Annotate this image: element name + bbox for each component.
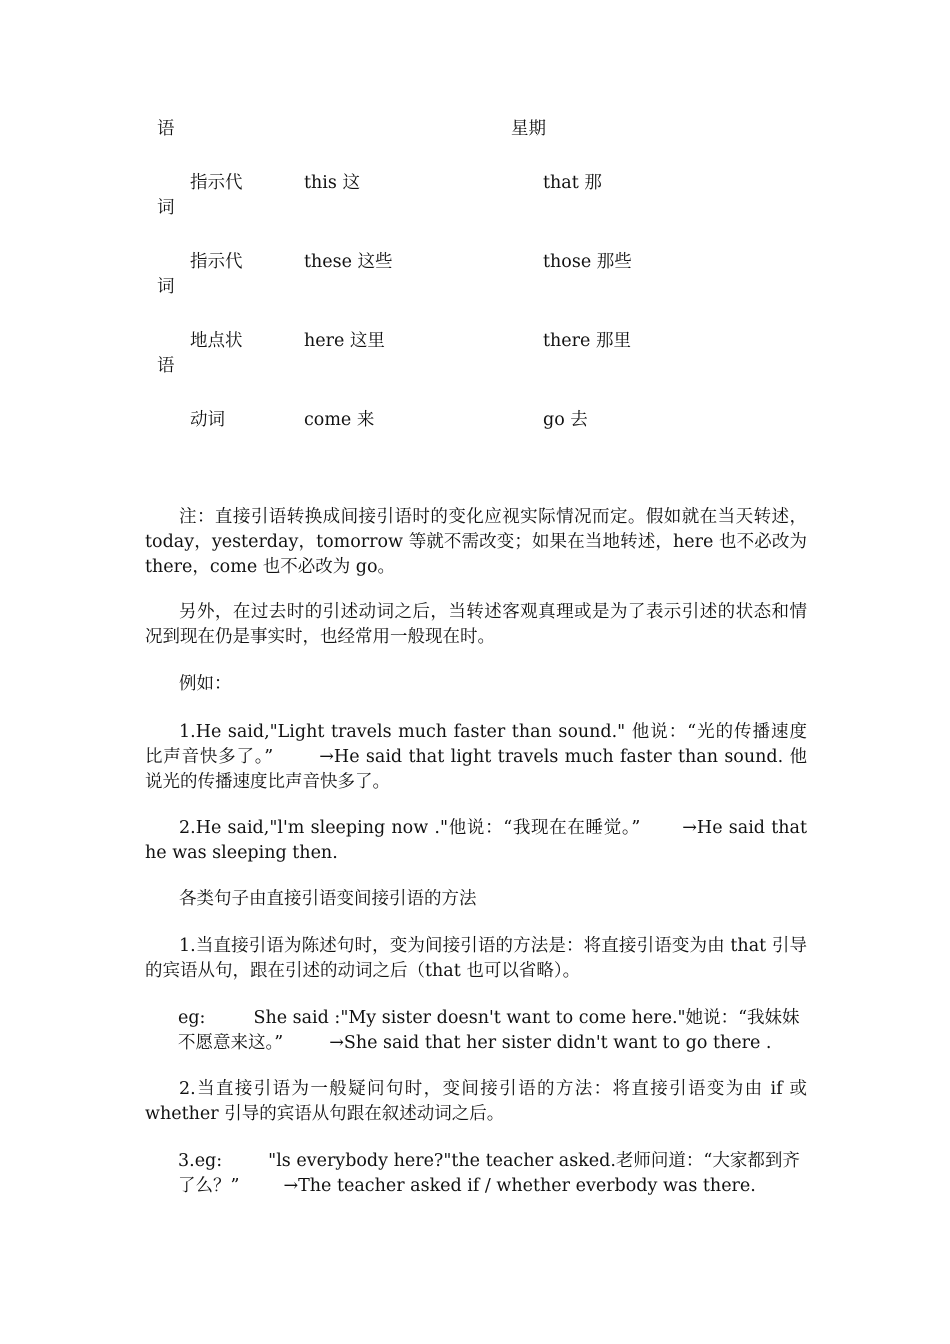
eg-1-indirect: →She said that her sister didn't want to go there . <box>329 1033 772 1053</box>
example-2-direct: 2.He said,"l'm sleeping now ."他说：“我现在在睡觉。” <box>179 818 641 838</box>
example-1 <box>145 720 807 795</box>
table-cell-indirect: go 去 <box>543 410 588 430</box>
additional-paragraph: 另外，在过去时的引述动词之后，当转述客观真理或是为了表示引述的状态和情况到现在仍是事实时，也经常用一般现在时。 <box>145 602 807 647</box>
table-cell-direct: these 这些 <box>304 252 393 272</box>
table-top-fragment-right: 星期 <box>511 119 546 139</box>
table-cell-indirect: there 那里 <box>543 331 631 351</box>
note-paragraph: 注：直接引语转换成间接引语时的变化应视实际情况而定。假如就在当天转述，today，yesterday，tomorrow 等就不需改变；如果在当地转述，here 也不必改为 there，come 也不必改为 go。 <box>145 507 807 577</box>
rule-2: 2.当直接引语为一般疑问句时，变间接引语的方法：将直接引语变为由 if 或 whether 引导的宾语从句跟在叙述动词之后。 <box>145 1079 807 1124</box>
example-eg-2 <box>178 1149 807 1199</box>
table-row-label: 地点状 <box>190 331 243 351</box>
table-row-label: 指示代 <box>190 173 243 193</box>
eg-2-indirect: →The teacher asked if / whether everbody was there. <box>283 1176 756 1196</box>
for-example-label: 例如： <box>179 674 232 694</box>
example-1-indirect: →He said that light travels much faster than sound. 他说光的传播速度比声音快多了。 <box>145 747 808 792</box>
eg-2-direct: "ls everybody here?"the teacher asked.老师问道：“大家都到齐了么？” <box>178 1151 800 1196</box>
table-cell-direct: come 来 <box>304 410 375 430</box>
table-cell-indirect: those 那些 <box>543 252 632 272</box>
eg-1-direct: She said :"My sister doesn't want to come here."她说：“我妹妹不愿意来这。” <box>178 1008 800 1053</box>
table-cell-indirect: that 那 <box>543 173 602 193</box>
table-row-label-tail: 词 <box>157 277 175 297</box>
table-cell-direct: this 这 <box>304 173 360 193</box>
table-row-label-tail: 词 <box>157 198 175 218</box>
section-title: 各类句子由直接引语变间接引语的方法 <box>179 889 477 909</box>
example-2-indirect: →He said that he was sleeping then. <box>145 818 807 863</box>
eg-1-prefix: eg: <box>178 1008 206 1028</box>
example-1-direct: 1.He said,"Light travels much faster than sound." 他说：“光的传播速度比声音快多了。” <box>145 722 807 767</box>
example-2 <box>145 816 807 866</box>
rule-1: 1.当直接引语为陈述句时，变为间接引语的方法是：将直接引语变为由 that 引导的宾语从句，跟在引述的动词之后（that 也可以省略）。 <box>145 936 807 981</box>
table-top-fragment-left: 语 <box>157 119 175 139</box>
eg-2-prefix: 3.eg: <box>178 1151 223 1171</box>
example-eg-1 <box>178 1006 807 1056</box>
table-cell-direct: here 这里 <box>304 331 385 351</box>
table-row-label-tail: 语 <box>157 356 175 376</box>
table-row-label: 指示代 <box>190 252 243 272</box>
table-row-label: 动词 <box>190 410 225 430</box>
